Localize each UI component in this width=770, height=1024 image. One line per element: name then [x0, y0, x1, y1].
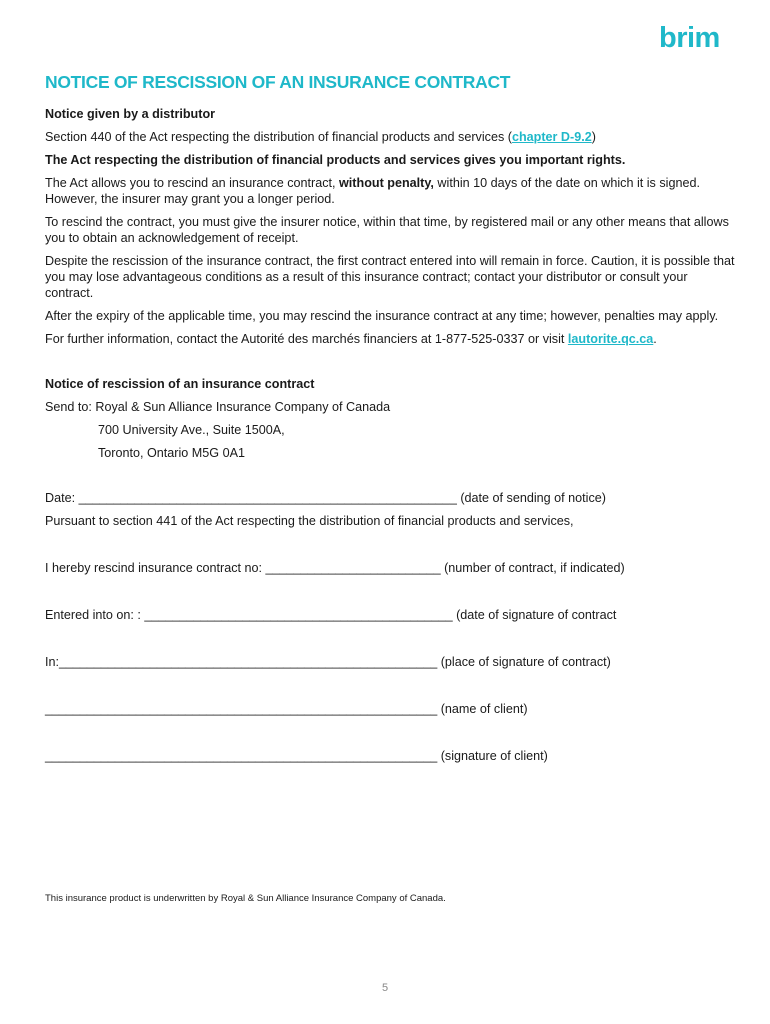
further-info-paragraph: [45, 331, 735, 347]
rescind-part1: The Act allows you to rescind an insurance contract,: [45, 176, 340, 190]
section-reference: [45, 129, 735, 145]
section-ref-prefix: Section 440 of the Act respecting the distribution of financial products and services (: [45, 130, 512, 144]
form-heading: Notice of rescission of an insurance contract: [45, 377, 315, 391]
pursuant-line: Pursuant to section 441 of the Act respecting the distribution of financial products and services,: [45, 514, 574, 528]
client-signature-field-line[interactable]: ________________________________________________________ (signature of client): [45, 749, 548, 763]
page-number: 5: [381, 982, 389, 994]
send-to-line: Send to: Royal & Sun Alliance Insurance Company of Canada: [45, 400, 391, 414]
notice-paragraph: To rescind the contract, you must give the insurer notice, within that time, by registered mail or any other means that allows you to obtain an acknowledgement of receipt.: [45, 215, 729, 245]
document-body: [45, 70, 735, 771]
date-field-line[interactable]: Date: ______________________________________________________ (date of sending of notice): [45, 491, 606, 505]
rescind-bold: without penalty,: [339, 176, 434, 190]
further-info-prefix: For further information, contact the Autorité des marchés financiers at 1-877-525-0337 or visit: [45, 332, 568, 346]
underwriter-note: This insurance product is underwritten by Royal & Sun Alliance Insurance Company of Canada.: [45, 893, 446, 904]
page-title: NOTICE OF RESCISSION OF AN INSURANCE CONTRACT: [45, 72, 511, 92]
address-line-2: Toronto, Ontario M5G 0A1: [98, 446, 245, 460]
contract-number-field-line[interactable]: I hereby rescind insurance contract no: _________________________ (number of contract, if indicated): [45, 561, 625, 575]
despite-paragraph: Despite the rescission of the insurance contract, the first contract entered into will remain in force. Caution, it is possible that you may lose advantageous conditions as a result of this insurance contract; contact your distributor or consult your contract.: [45, 254, 735, 300]
rights-line: The Act respecting the distribution of financial products and services gives you important rights.: [45, 153, 626, 167]
rescind-paragraph: [45, 175, 735, 207]
entered-into-field-line[interactable]: Entered into on: : ____________________________________________ (date of signature of contract: [45, 608, 617, 622]
brim-logo: brim: [659, 22, 720, 54]
autorite-link[interactable]: lautorite.qc.ca: [567, 332, 654, 346]
section-ref-suffix: ): [591, 130, 596, 144]
rescind-part2: within 10 days of the date on which it is signed. However, the insurer may grant you a longer period.: [45, 176, 700, 206]
chapter-link[interactable]: chapter D-9.2: [511, 130, 592, 144]
further-info-suffix: .: [653, 332, 657, 346]
distributor-heading: Notice given by a distributor: [45, 107, 216, 121]
place-field-line[interactable]: In:______________________________________________________ (place of signature of contract): [45, 655, 611, 669]
expiry-paragraph: After the expiry of the applicable time, you may rescind the insurance contract at any time; however, penalties may apply.: [45, 309, 719, 323]
address-line-1: 700 University Ave., Suite 1500A,: [98, 423, 285, 437]
client-name-field-line[interactable]: ________________________________________________________ (name of client): [45, 702, 528, 716]
